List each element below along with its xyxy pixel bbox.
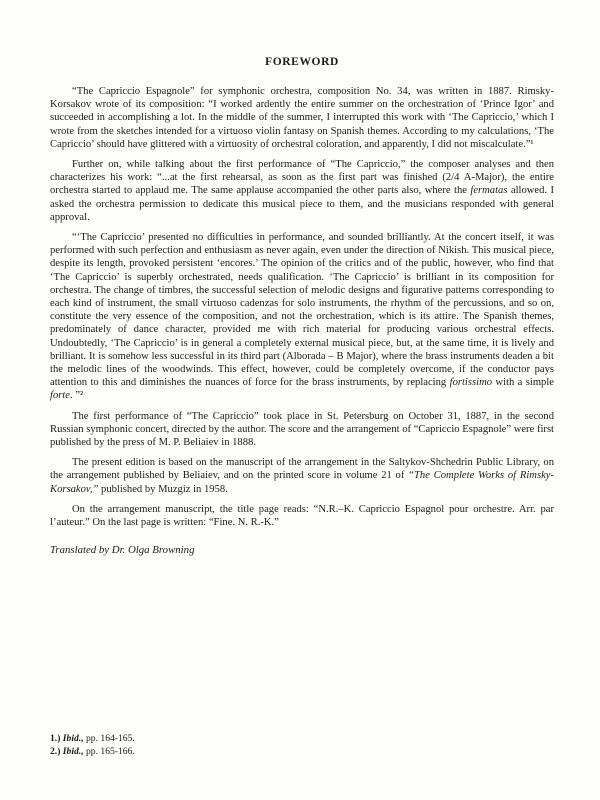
footnote-number: 1.)	[50, 733, 61, 744]
paragraph-text: “The Complete Works of Rimsky-Korsakov,”	[50, 470, 554, 495]
paragraph-text: The first performance of “The Capriccio” took place in St. Petersburg on October 31, 1887, in the second Russian symphonic concert, directed by the author. The score and the arrangement of “Capriccio Espagnole” were first published by the press of M. P. Beliaiev in 1888.	[50, 410, 555, 449]
paragraph-text: The present edition is based on the manuscript of the arrangement in the Saltykov-Shchedrin Public Library, on the arrangement published by Beliaiev, and on the printed score in volume 21 of	[50, 457, 554, 482]
footnote-ref: Ibid.,	[62, 733, 84, 744]
footnotes	[50, 732, 135, 758]
paragraphs	[50, 85, 554, 529]
paragraph-text: “The Capriccio Espagnole” for symphonic orchestra, composition No. 34, was written in 1887. Rimsky-Korsakov wrote of its composition: “I worked ardently the entire summer on the orchestration of ‘Prince Igor’ and succeeded in accomplishing a lot. In the middle of the summer, I interrupted this work with ‘The Capriccio,’ which I wrote from the sketches intended for a virtuoso violin fantasy on Spanish themes. According to my calculations, ‘The Capriccio’ should have glittered with a virtuosity of orchestral coloration, and apparently, I did not miscalculate.”¹	[50, 86, 554, 150]
page-title: FOREWORD	[265, 56, 339, 68]
paragraph-text: published by Muzgiz in 1958.	[98, 483, 228, 495]
footnote-pages: pp. 165-166.	[86, 746, 135, 757]
paragraph-text: forte	[50, 390, 71, 402]
footnote-pages: pp. 164-165.	[86, 733, 135, 744]
paragraph-text: allowed. I asked the orchestra permission to dedicate this musical piece to them, and the musicians responded with general approval.	[50, 185, 554, 223]
paragraph	[50, 410, 554, 450]
paragraph-text: with a simple	[492, 377, 555, 389]
paragraph	[50, 456, 554, 496]
paragraph-text: fermatas	[470, 185, 508, 197]
paragraph	[50, 85, 554, 151]
footnote	[50, 732, 135, 745]
paragraph-text: fortissimo	[449, 377, 493, 389]
paragraph	[50, 231, 554, 403]
paragraph-text: “‘The Capriccio’ presented no difficulties in performance, and sounded brilliantly. At the concert itself, it was performed with such perfection and enthusiasm as never again, even under the direction of Nikish. This musical piece, despite its length, provoked persistent ‘encores.’ The opinion of the critics and of the public, however, who find that ‘The Capriccio’ is superbly orchestrated, needs qualification. ‘The Capriccio’ is brilliant in its composition for orchestra. The change of timbres, the successful selection of melodic designs and figurative patterns corresponding to each kind of instrument, the small virtuoso cadenzas for solo instruments, the rhythm of the percussions, and so on, constitute the very essence of the composition, and not the orchestration, which is its attire. The Spanish themes, predominately of dance character, provided me with rich material for producing various orchestral effects. Undoubtedly, ‘The Capriccio’ is in general a completely external musical piece, but, at the same time, it is lively and brilliant. It is somehow less successful in its third part (Alborada – B Major), where the brass instruments deaden a bit the melodic lines of the woodwinds. This effect, however, could be completely overcome, if the conductor pays attention to this and diminishes the nuances of force for the brass instruments, by replacing	[50, 232, 554, 389]
translator-credit: Translated by Dr. Olga Browning	[50, 544, 195, 557]
paragraph-text: . ”²	[70, 390, 84, 402]
footnote-number: 2.)	[50, 746, 61, 757]
paragraph-text: On the arrangement manuscript, the title page reads: “N.R.–K. Capriccio Espagnol pour orchestre. Arr. par l’auteur.” On the last page is written: “Fine. N. R.-K.”	[50, 503, 554, 529]
paragraph	[50, 503, 554, 529]
paragraph	[50, 158, 554, 224]
paragraph-text: Further on, while talking about the first performance of “The Capriccio,” the composer analyses and then characterizes his work: “...at the first rehearsal, as soon as the first part was finished (2/4 A-Major), the entire orchestra started to applaud me. The same applause accompanied the other parts also, where the	[50, 159, 554, 197]
footnote-ref: Ibid.,	[62, 746, 84, 757]
footnote	[50, 745, 135, 758]
